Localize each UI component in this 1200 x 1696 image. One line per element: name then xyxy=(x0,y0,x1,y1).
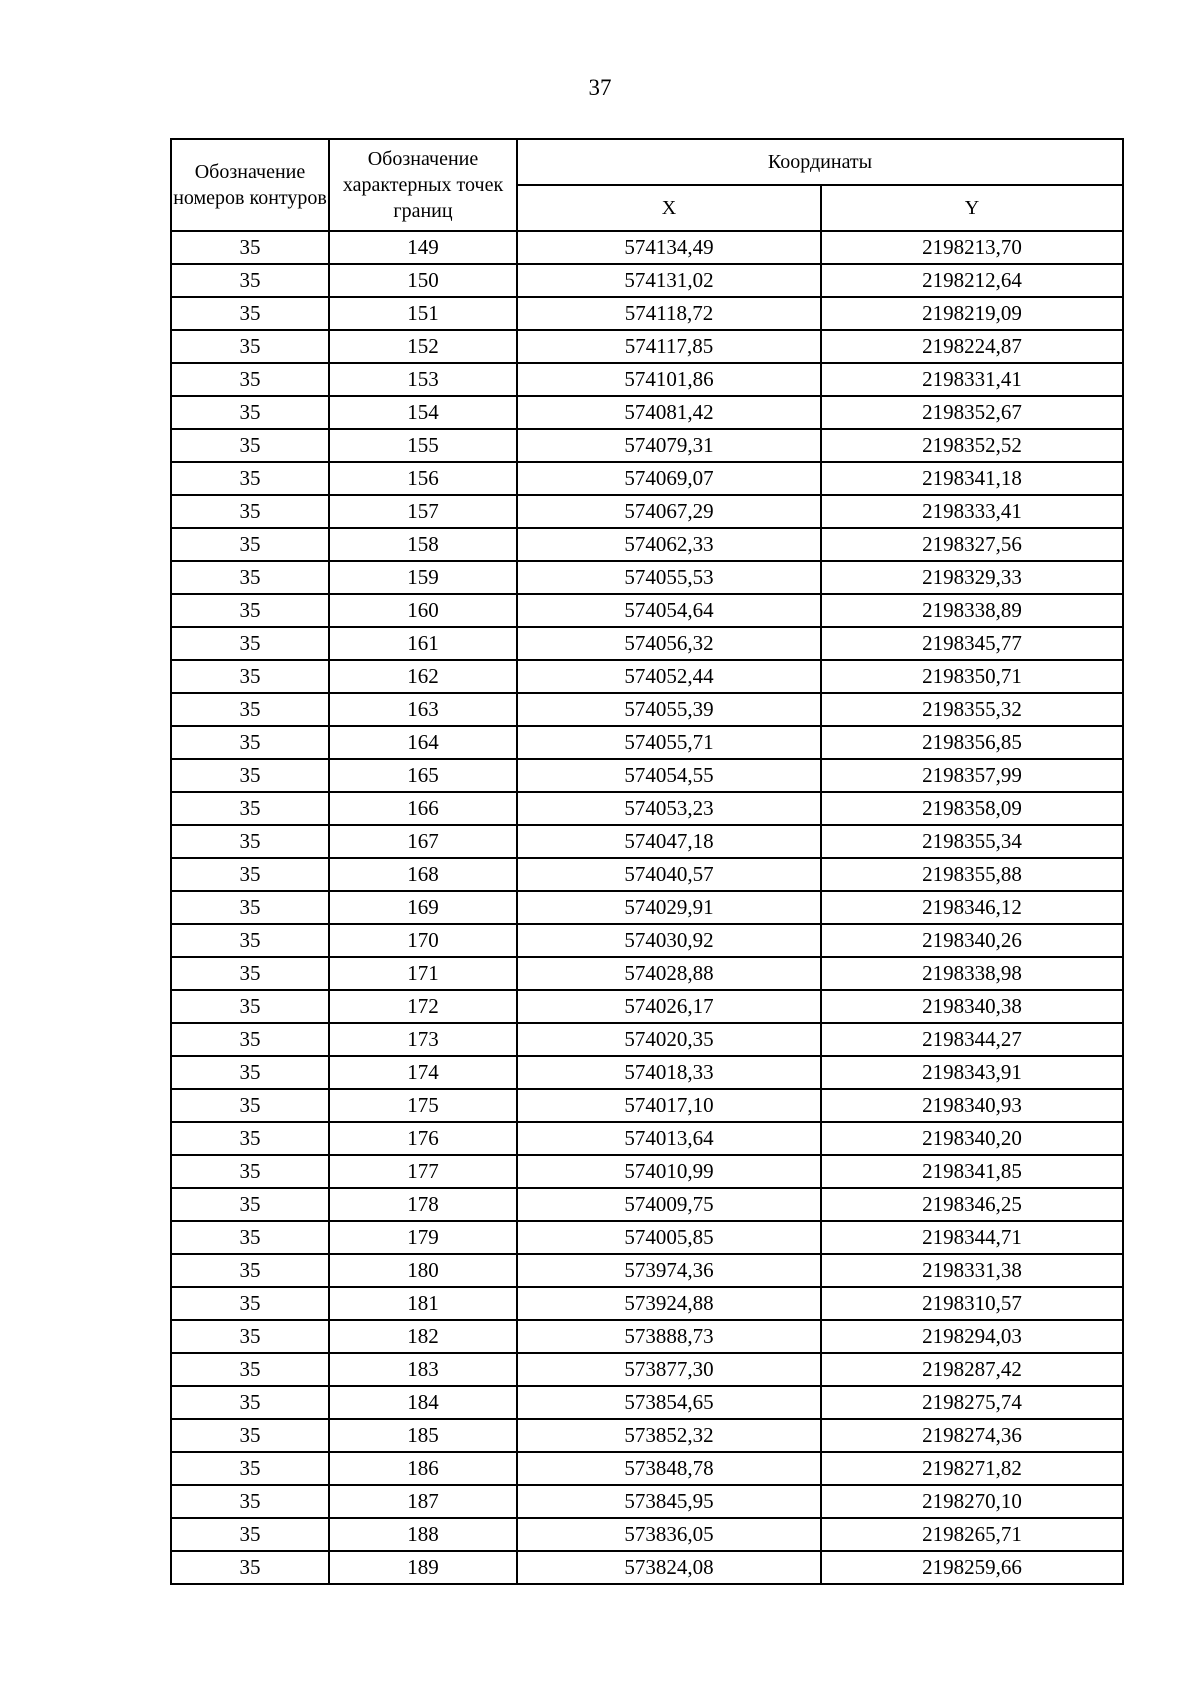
x-coordinate-cell: 574010,99 xyxy=(517,1155,821,1188)
x-coordinate-cell: 574055,39 xyxy=(517,693,821,726)
point-cell: 179 xyxy=(329,1221,517,1254)
point-cell: 185 xyxy=(329,1419,517,1452)
table-row xyxy=(171,1287,1123,1320)
point-cell: 181 xyxy=(329,1287,517,1320)
point-cell: 175 xyxy=(329,1089,517,1122)
contour-cell: 35 xyxy=(171,990,329,1023)
contour-cell: 35 xyxy=(171,231,329,264)
y-coordinate-cell: 2198344,71 xyxy=(821,1221,1123,1254)
point-cell: 189 xyxy=(329,1551,517,1584)
point-cell: 162 xyxy=(329,660,517,693)
contour-cell: 35 xyxy=(171,561,329,594)
x-coordinate-cell: 574101,86 xyxy=(517,363,821,396)
table-row xyxy=(171,1353,1123,1386)
y-coordinate-cell: 2198344,27 xyxy=(821,1023,1123,1056)
contour-cell: 35 xyxy=(171,1485,329,1518)
point-cell: 177 xyxy=(329,1155,517,1188)
table-row xyxy=(171,264,1123,297)
y-coordinate-cell: 2198329,33 xyxy=(821,561,1123,594)
point-cell: 158 xyxy=(329,528,517,561)
x-coordinate-cell: 574028,88 xyxy=(517,957,821,990)
x-coordinate-cell: 574009,75 xyxy=(517,1188,821,1221)
y-coordinate-cell: 2198224,87 xyxy=(821,330,1123,363)
contour-cell: 35 xyxy=(171,660,329,693)
point-cell: 149 xyxy=(329,231,517,264)
y-coordinate-cell: 2198331,38 xyxy=(821,1254,1123,1287)
x-coordinate-cell: 573877,30 xyxy=(517,1353,821,1386)
contour-cell: 35 xyxy=(171,1518,329,1551)
point-cell: 180 xyxy=(329,1254,517,1287)
point-column-header: Обозначение характерных точек границ xyxy=(329,139,517,231)
x-coordinate-cell: 574055,53 xyxy=(517,561,821,594)
table-row xyxy=(171,924,1123,957)
point-cell: 161 xyxy=(329,627,517,660)
table-row xyxy=(171,1419,1123,1452)
point-cell: 187 xyxy=(329,1485,517,1518)
table-header xyxy=(171,139,1123,231)
contour-cell: 35 xyxy=(171,1122,329,1155)
point-cell: 155 xyxy=(329,429,517,462)
contour-cell: 35 xyxy=(171,264,329,297)
contour-cell: 35 xyxy=(171,759,329,792)
point-cell: 188 xyxy=(329,1518,517,1551)
table-row xyxy=(171,627,1123,660)
x-coordinate-cell: 574069,07 xyxy=(517,462,821,495)
y-coordinate-cell: 2198338,89 xyxy=(821,594,1123,627)
y-coordinate-cell: 2198333,41 xyxy=(821,495,1123,528)
contour-cell: 35 xyxy=(171,1452,329,1485)
contour-cell: 35 xyxy=(171,363,329,396)
table-row xyxy=(171,1254,1123,1287)
table-row xyxy=(171,429,1123,462)
x-coordinate-cell: 574081,42 xyxy=(517,396,821,429)
point-cell: 165 xyxy=(329,759,517,792)
table-row xyxy=(171,231,1123,264)
table-row xyxy=(171,1452,1123,1485)
table-row xyxy=(171,528,1123,561)
x-coordinate-cell: 574029,91 xyxy=(517,891,821,924)
page-number: 37 xyxy=(588,75,612,100)
table-row xyxy=(171,990,1123,1023)
x-coordinate-cell: 573836,05 xyxy=(517,1518,821,1551)
contour-cell: 35 xyxy=(171,825,329,858)
y-coordinate-cell: 2198294,03 xyxy=(821,1320,1123,1353)
table-row xyxy=(171,660,1123,693)
x-coordinate-cell: 574026,17 xyxy=(517,990,821,1023)
table-row xyxy=(171,1188,1123,1221)
contour-cell: 35 xyxy=(171,297,329,330)
contour-cell: 35 xyxy=(171,1353,329,1386)
point-cell: 163 xyxy=(329,693,517,726)
contour-cell: 35 xyxy=(171,1254,329,1287)
contour-cell: 35 xyxy=(171,858,329,891)
point-cell: 173 xyxy=(329,1023,517,1056)
table-row xyxy=(171,825,1123,858)
y-coordinate-cell: 2198345,77 xyxy=(821,627,1123,660)
table-row xyxy=(171,561,1123,594)
x-column-header: X xyxy=(517,185,821,231)
coordinates-group-header: Координаты xyxy=(517,139,1123,185)
x-coordinate-cell: 574067,29 xyxy=(517,495,821,528)
x-coordinate-cell: 574020,35 xyxy=(517,1023,821,1056)
table-row xyxy=(171,726,1123,759)
x-coordinate-cell: 574005,85 xyxy=(517,1221,821,1254)
point-cell: 156 xyxy=(329,462,517,495)
table-row xyxy=(171,1122,1123,1155)
x-coordinate-cell: 574052,44 xyxy=(517,660,821,693)
point-cell: 169 xyxy=(329,891,517,924)
y-coordinate-cell: 2198219,09 xyxy=(821,297,1123,330)
y-coordinate-cell: 2198340,93 xyxy=(821,1089,1123,1122)
y-coordinate-cell: 2198212,64 xyxy=(821,264,1123,297)
y-coordinate-cell: 2198340,20 xyxy=(821,1122,1123,1155)
point-cell: 183 xyxy=(329,1353,517,1386)
x-coordinate-cell: 574040,57 xyxy=(517,858,821,891)
contour-cell: 35 xyxy=(171,528,329,561)
x-coordinate-cell: 574079,31 xyxy=(517,429,821,462)
table-row xyxy=(171,495,1123,528)
x-coordinate-cell: 574055,71 xyxy=(517,726,821,759)
y-coordinate-cell: 2198271,82 xyxy=(821,1452,1123,1485)
x-coordinate-cell: 573924,88 xyxy=(517,1287,821,1320)
x-coordinate-cell: 574017,10 xyxy=(517,1089,821,1122)
coordinates-table xyxy=(170,138,1124,1585)
x-coordinate-cell: 573848,78 xyxy=(517,1452,821,1485)
y-coordinate-cell: 2198340,26 xyxy=(821,924,1123,957)
table-row xyxy=(171,462,1123,495)
y-coordinate-cell: 2198355,34 xyxy=(821,825,1123,858)
contour-cell: 35 xyxy=(171,726,329,759)
table-row xyxy=(171,330,1123,363)
y-coordinate-cell: 2198327,56 xyxy=(821,528,1123,561)
point-cell: 176 xyxy=(329,1122,517,1155)
y-column-header: Y xyxy=(821,185,1123,231)
y-coordinate-cell: 2198341,85 xyxy=(821,1155,1123,1188)
y-coordinate-cell: 2198355,88 xyxy=(821,858,1123,891)
contour-cell: 35 xyxy=(171,1089,329,1122)
table-row xyxy=(171,792,1123,825)
y-coordinate-cell: 2198343,91 xyxy=(821,1056,1123,1089)
contour-cell: 35 xyxy=(171,1221,329,1254)
table-row xyxy=(171,297,1123,330)
contour-cell: 35 xyxy=(171,1155,329,1188)
point-cell: 166 xyxy=(329,792,517,825)
point-cell: 152 xyxy=(329,330,517,363)
y-coordinate-cell: 2198340,38 xyxy=(821,990,1123,1023)
y-coordinate-cell: 2198270,10 xyxy=(821,1485,1123,1518)
x-coordinate-cell: 573854,65 xyxy=(517,1386,821,1419)
table-row xyxy=(171,1056,1123,1089)
y-coordinate-cell: 2198213,70 xyxy=(821,231,1123,264)
y-coordinate-cell: 2198356,85 xyxy=(821,726,1123,759)
point-cell: 170 xyxy=(329,924,517,957)
point-cell: 184 xyxy=(329,1386,517,1419)
contour-column-header: Обозначение номеров контуров xyxy=(171,139,329,231)
contour-cell: 35 xyxy=(171,1320,329,1353)
contour-cell: 35 xyxy=(171,1287,329,1320)
table-row xyxy=(171,693,1123,726)
y-coordinate-cell: 2198341,18 xyxy=(821,462,1123,495)
table-row xyxy=(171,1320,1123,1353)
point-cell: 157 xyxy=(329,495,517,528)
x-coordinate-cell: 573845,95 xyxy=(517,1485,821,1518)
table-row xyxy=(171,1023,1123,1056)
table-row xyxy=(171,1155,1123,1188)
x-coordinate-cell: 574118,72 xyxy=(517,297,821,330)
table-row xyxy=(171,1221,1123,1254)
contour-cell: 35 xyxy=(171,1056,329,1089)
point-cell: 186 xyxy=(329,1452,517,1485)
contour-cell: 35 xyxy=(171,1419,329,1452)
contour-cell: 35 xyxy=(171,1188,329,1221)
x-coordinate-cell: 574131,02 xyxy=(517,264,821,297)
y-coordinate-cell: 2198352,67 xyxy=(821,396,1123,429)
point-cell: 167 xyxy=(329,825,517,858)
contour-cell: 35 xyxy=(171,924,329,957)
x-coordinate-cell: 573974,36 xyxy=(517,1254,821,1287)
point-cell: 150 xyxy=(329,264,517,297)
contour-cell: 35 xyxy=(171,396,329,429)
x-coordinate-cell: 574018,33 xyxy=(517,1056,821,1089)
contour-cell: 35 xyxy=(171,330,329,363)
x-coordinate-cell: 574053,23 xyxy=(517,792,821,825)
y-coordinate-cell: 2198346,25 xyxy=(821,1188,1123,1221)
y-coordinate-cell: 2198346,12 xyxy=(821,891,1123,924)
point-cell: 160 xyxy=(329,594,517,627)
contour-cell: 35 xyxy=(171,1386,329,1419)
x-coordinate-cell: 574054,55 xyxy=(517,759,821,792)
y-coordinate-cell: 2198331,41 xyxy=(821,363,1123,396)
x-coordinate-cell: 573852,32 xyxy=(517,1419,821,1452)
x-coordinate-cell: 574117,85 xyxy=(517,330,821,363)
x-coordinate-cell: 574134,49 xyxy=(517,231,821,264)
point-cell: 154 xyxy=(329,396,517,429)
contour-cell: 35 xyxy=(171,891,329,924)
table-row xyxy=(171,1551,1123,1584)
y-coordinate-cell: 2198287,42 xyxy=(821,1353,1123,1386)
contour-cell: 35 xyxy=(171,1023,329,1056)
y-coordinate-cell: 2198310,57 xyxy=(821,1287,1123,1320)
point-cell: 159 xyxy=(329,561,517,594)
table-row xyxy=(171,1386,1123,1419)
point-cell: 171 xyxy=(329,957,517,990)
contour-cell: 35 xyxy=(171,462,329,495)
point-cell: 182 xyxy=(329,1320,517,1353)
y-coordinate-cell: 2198352,52 xyxy=(821,429,1123,462)
point-cell: 178 xyxy=(329,1188,517,1221)
x-coordinate-cell: 573888,73 xyxy=(517,1320,821,1353)
y-coordinate-cell: 2198358,09 xyxy=(821,792,1123,825)
x-coordinate-cell: 574062,33 xyxy=(517,528,821,561)
y-coordinate-cell: 2198338,98 xyxy=(821,957,1123,990)
table-row xyxy=(171,1485,1123,1518)
contour-cell: 35 xyxy=(171,594,329,627)
table-row xyxy=(171,1518,1123,1551)
point-cell: 172 xyxy=(329,990,517,1023)
point-cell: 151 xyxy=(329,297,517,330)
y-coordinate-cell: 2198350,71 xyxy=(821,660,1123,693)
x-coordinate-cell: 574047,18 xyxy=(517,825,821,858)
contour-cell: 35 xyxy=(171,957,329,990)
x-coordinate-cell: 574056,32 xyxy=(517,627,821,660)
y-coordinate-cell: 2198265,71 xyxy=(821,1518,1123,1551)
x-coordinate-cell: 574030,92 xyxy=(517,924,821,957)
contour-cell: 35 xyxy=(171,429,329,462)
table-row xyxy=(171,891,1123,924)
x-coordinate-cell: 574013,64 xyxy=(517,1122,821,1155)
y-coordinate-cell: 2198274,36 xyxy=(821,1419,1123,1452)
contour-cell: 35 xyxy=(171,627,329,660)
point-cell: 174 xyxy=(329,1056,517,1089)
point-cell: 168 xyxy=(329,858,517,891)
table-row xyxy=(171,957,1123,990)
table-row xyxy=(171,858,1123,891)
table-body xyxy=(171,231,1123,1584)
y-coordinate-cell: 2198355,32 xyxy=(821,693,1123,726)
x-coordinate-cell: 573824,08 xyxy=(517,1551,821,1584)
point-cell: 164 xyxy=(329,726,517,759)
contour-cell: 35 xyxy=(171,1551,329,1584)
y-coordinate-cell: 2198357,99 xyxy=(821,759,1123,792)
contour-cell: 35 xyxy=(171,495,329,528)
y-coordinate-cell: 2198259,66 xyxy=(821,1551,1123,1584)
table-row xyxy=(171,1089,1123,1122)
x-coordinate-cell: 574054,64 xyxy=(517,594,821,627)
contour-cell: 35 xyxy=(171,792,329,825)
table-row xyxy=(171,759,1123,792)
table-row xyxy=(171,594,1123,627)
y-coordinate-cell: 2198275,74 xyxy=(821,1386,1123,1419)
point-cell: 153 xyxy=(329,363,517,396)
table-row xyxy=(171,363,1123,396)
table-row xyxy=(171,396,1123,429)
contour-cell: 35 xyxy=(171,693,329,726)
